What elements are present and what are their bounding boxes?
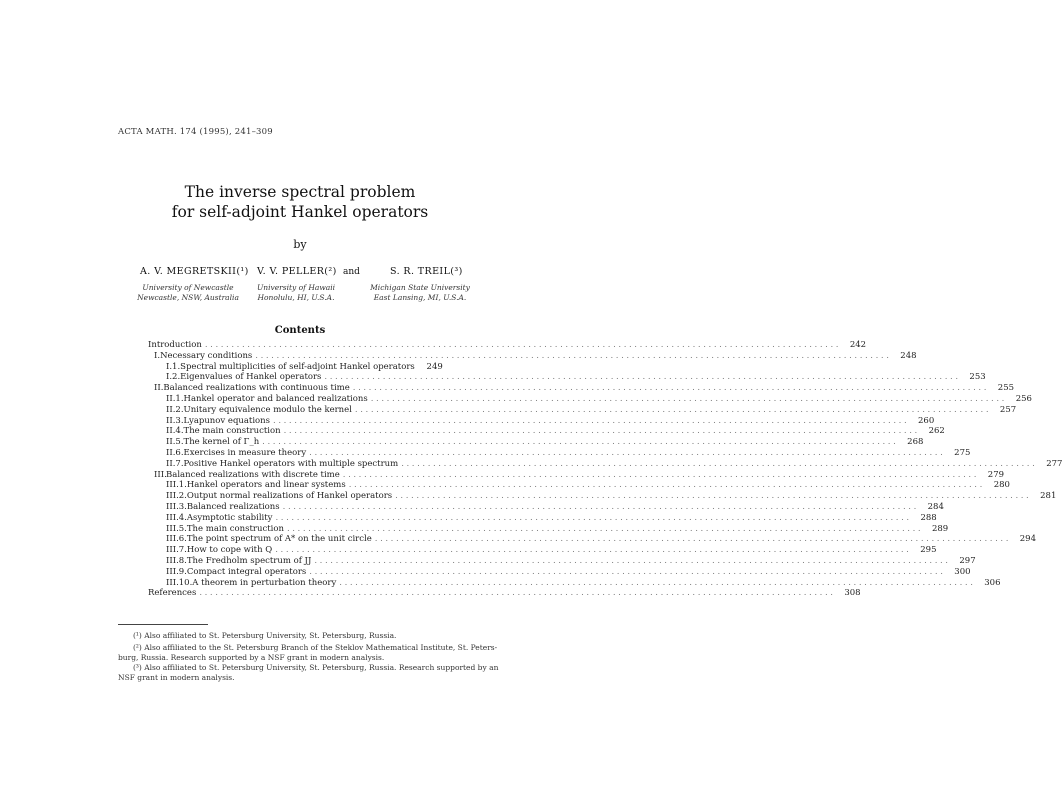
toc-entry <box>166 480 1010 491</box>
toc-entry-label: Asymptotic stability <box>186 512 273 523</box>
toc-dot-leader: ........................................................................................................................ <box>370 394 1007 404</box>
toc-entry-number: III.1. <box>166 480 187 491</box>
toc-entry-number: III.10. <box>166 577 193 588</box>
toc-entry <box>148 588 861 599</box>
toc-entry-number: I. <box>154 350 161 361</box>
paper-title-line-1: The inverse spectral problem <box>184 183 416 201</box>
toc-entry <box>166 415 935 427</box>
author-name-2: V. V. PELLER(²) <box>257 266 337 277</box>
toc-entry-label: Positive Hankel operators with multiple spectrum <box>183 458 399 469</box>
footnote-rule <box>118 624 208 625</box>
toc-dot-leader: ........................................................................................................................ <box>309 448 946 458</box>
toc-dot-leader: ........................................................................................................................ <box>395 491 1032 502</box>
toc-entry-page: 262 <box>928 426 945 437</box>
and-word: and <box>343 267 360 277</box>
toc-entry <box>166 448 971 459</box>
toc-entry <box>166 523 949 535</box>
toc-entry-number: III. <box>154 469 167 480</box>
toc-entry-number: I.1. <box>166 361 181 372</box>
toc-dot-leader: ........................................................................................................................ <box>204 340 842 350</box>
toc-dot-leader: ........................................................................................................................ <box>352 383 990 394</box>
toc-entry-label: Spectral multiplicities of self-adjoint Hankel operators <box>180 361 415 372</box>
toc-entry <box>148 340 867 351</box>
toc-entry-label: Balanced realizations <box>186 502 280 512</box>
toc-entry <box>154 469 1005 481</box>
author-name-1: A. V. MEGRETSKII(¹) <box>140 266 249 277</box>
affiliation-3-line-1: Michigan State University <box>370 283 470 292</box>
toc-dot-leader: ........................................................................................................................ <box>283 426 920 437</box>
toc-entry-number: III.3. <box>166 502 187 512</box>
toc-entry-label: The main construction <box>186 523 284 534</box>
toc-entry <box>166 556 976 567</box>
toc-entry-page: 255 <box>997 383 1015 394</box>
toc-dot-leader: ........................................................................................................................ <box>339 577 976 588</box>
toc-entry <box>166 491 1057 502</box>
toc-dot-leader: ........................................................................................................................ <box>324 372 961 383</box>
toc-entry-label: The Fredholm spectrum of JJ <box>186 556 312 566</box>
toc-entry-label: The kernel of Γ_h <box>183 437 260 448</box>
toc-entry-page: 295 <box>920 545 937 556</box>
toc-dot-leader: ........................................................................................................................ <box>354 404 992 415</box>
toc-entry <box>166 512 937 524</box>
toc-entry <box>154 350 917 362</box>
toc-entry-number: I.2. <box>166 372 181 383</box>
toc-entry <box>166 437 924 448</box>
footnote-3: (³) Also affiliated to St. Petersburg University, St. Petersburg, Russia. Research supported by an <box>133 663 499 672</box>
toc-entry-number: III.5. <box>166 523 187 534</box>
toc-entry-page: 306 <box>984 577 1001 588</box>
toc-entry <box>166 566 971 578</box>
toc-entry <box>166 577 1001 589</box>
toc-dot-leader: ........................................................................................................................ <box>273 415 910 426</box>
toc-dot-leader: ........................................................................................................................ <box>342 469 980 480</box>
toc-dot-leader: ........................................................................................................................ <box>275 545 912 556</box>
toc-entry-page: 277 <box>1046 458 1062 469</box>
toc-entry <box>166 534 1036 545</box>
toc-dot-leader: ........................................................................................................................ <box>401 458 1038 469</box>
affiliation-2-line-2: Honolulu, HI, U.S.A. <box>257 293 335 302</box>
toc-entry-page: 289 <box>931 523 949 534</box>
affiliation-1-line-1: University of Newcastle <box>142 283 234 292</box>
affiliation-1-line-2: Newcastle, NSW, Australia <box>137 293 239 302</box>
toc-entry-number: III.8. <box>166 556 187 566</box>
toc-entry-page: 308 <box>844 588 861 599</box>
toc-entry-number: III.7. <box>166 545 187 556</box>
affiliation-2-line-1: University of Hawaii <box>256 283 336 292</box>
toc-entry-label: Necessary conditions <box>160 350 253 361</box>
toc-entry-number: II.2. <box>166 404 184 415</box>
toc-entry-page: 256 <box>1015 394 1032 404</box>
footnote-3-continued: NSF grant in modern analysis. <box>118 673 235 682</box>
toc-entry-number: II.4. <box>166 426 184 437</box>
toc-entry <box>166 361 443 373</box>
toc-entry-page: 248 <box>900 350 917 361</box>
toc-entry-label: References <box>148 588 197 599</box>
footnote-2-continued: burg, Russia. Research supported by a NSF grant in modern analysis. <box>118 653 385 662</box>
toc-entry-label: The point spectrum of A* on the unit circle <box>186 534 372 545</box>
toc-entry-number: III.4. <box>166 512 187 523</box>
paper-title-line-2: for self-adjoint Hankel operators <box>171 203 429 221</box>
toc-entry-page: 280 <box>993 480 1010 491</box>
footnote-1: (¹) Also affiliated to St. Petersburg University, St. Petersburg, Russia. <box>133 631 397 640</box>
toc-entry <box>166 502 944 513</box>
by-line: by <box>293 238 307 251</box>
contents-heading: Contents <box>274 325 326 336</box>
toc-entry-number: III.2. <box>166 491 187 502</box>
toc-entry-label: Exercises in measure theory <box>183 448 307 458</box>
footnote-2: (²) Also affiliated to the St. Petersburg Branch of the Steklov Mathematical Institute, St. Peters- <box>133 643 498 652</box>
toc-entry-number: III.9. <box>166 566 187 577</box>
author-affiliation-1 <box>128 283 248 303</box>
author-name-3: S. R. TREIL(³) <box>390 266 463 277</box>
toc-entry-page: 284 <box>927 502 944 512</box>
toc-entry-page: 288 <box>920 512 937 523</box>
toc-entry-label: Balanced realizations with discrete time <box>166 469 340 480</box>
toc-entry-page: 294 <box>1019 534 1036 545</box>
author-affiliation-2 <box>246 283 346 303</box>
toc-entry-number: II.3. <box>166 415 184 426</box>
toc-entry-label: Lyapunov equations <box>183 415 271 426</box>
toc-entry-number: II.7. <box>166 458 184 469</box>
toc-entry-page: 268 <box>907 437 924 448</box>
toc-entry-page: 260 <box>918 415 935 426</box>
toc-entry-label: Compact integral operators <box>186 566 307 577</box>
toc-entry-page: 249 <box>426 361 443 372</box>
toc-dot-leader: ........................................................................................................................ <box>282 502 919 512</box>
toc-entry <box>166 372 986 383</box>
toc-entry-number: II.5. <box>166 437 184 448</box>
author-affiliation-3 <box>360 283 480 303</box>
journal-reference: ACTA MATH. 174 (1995), 241–309 <box>118 127 273 137</box>
toc-entry-label: Hankel operators and linear systems <box>186 480 346 491</box>
toc-dot-leader: ........................................................................................................................ <box>314 556 951 566</box>
toc-entry <box>166 394 1032 405</box>
toc-entry-label: Hankel operator and balanced realizations <box>183 394 368 404</box>
toc-entry-label: How to cope with Q <box>186 545 273 556</box>
toc-entry-label: A theorem in perturbation theory <box>192 577 337 588</box>
toc-dot-leader: ........................................................................................................................ <box>348 480 985 491</box>
toc-entry <box>166 545 937 556</box>
toc-dot-leader: ........................................................................................................................ <box>255 350 892 361</box>
toc-dot-leader: ........................................................................................................................ <box>199 588 836 599</box>
toc-entry-label: Output normal realizations of Hankel operators <box>186 491 393 502</box>
toc-dot-leader: ........................................................................................................................ <box>309 566 946 577</box>
toc-entry <box>166 458 1062 470</box>
affiliation-3-line-2: East Lansing, MI, U.S.A. <box>373 293 467 302</box>
toc-entry-number: III.6. <box>166 534 187 545</box>
toc-entry-label: Introduction <box>148 340 202 350</box>
toc-dot-leader: ........................................................................................................................ <box>286 523 924 534</box>
toc-entry-number: II.6. <box>166 448 184 458</box>
toc-dot-leader: ........................................................................................................................ <box>262 437 899 448</box>
toc-entry-page: 300 <box>954 566 971 577</box>
toc-entry-page: 253 <box>969 372 986 383</box>
toc-dot-leader: ........................................................................................................................ <box>275 512 912 523</box>
toc-entry-label: Eigenvalues of Hankel operators <box>180 372 322 383</box>
toc-entry-page: 275 <box>954 448 971 458</box>
toc-dot-leader: ........................................................................................................................ <box>374 534 1011 545</box>
toc-entry-label: Balanced realizations with continuous time <box>163 383 350 394</box>
toc-entry-page: 281 <box>1040 491 1057 502</box>
toc-entry-page: 279 <box>987 469 1005 480</box>
toc-entry-page: 297 <box>959 556 976 566</box>
toc-entry-number: II. <box>154 383 164 394</box>
toc-entry <box>154 383 1015 394</box>
toc-entry-label: Unitary equivalence modulo the kernel <box>183 404 352 415</box>
toc-entry-number: II.1. <box>166 394 184 404</box>
toc-entry <box>166 426 945 437</box>
toc-entry-page: 257 <box>999 404 1017 415</box>
toc-entry <box>166 404 1017 416</box>
toc-entry-page: 242 <box>849 340 867 350</box>
toc-entry-label: The main construction <box>183 426 281 437</box>
